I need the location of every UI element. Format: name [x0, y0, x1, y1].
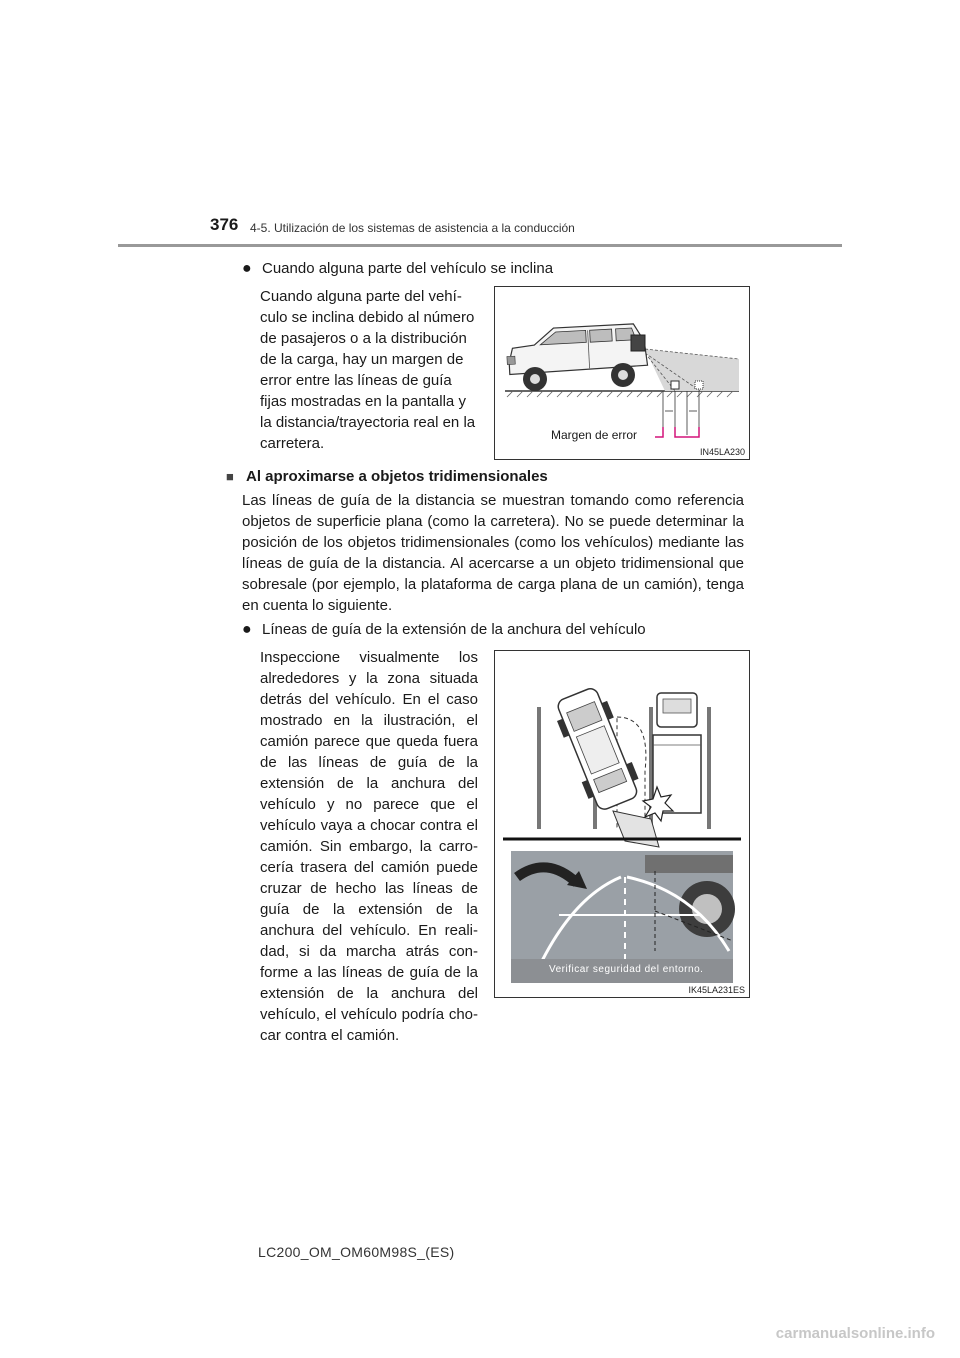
section2-line: líneas de guía de la distancia. Al acercarse a un objeto tridimensional que: [242, 555, 744, 572]
bullet-icon: ●: [242, 260, 252, 277]
bullet2-line: camión parece que queda fuera: [260, 733, 478, 750]
bullet1-heading: [242, 258, 553, 279]
section2-body: [242, 490, 744, 616]
bullet1-line: Cuando alguna parte del vehí-: [260, 288, 462, 305]
error-margin-label: Margen de error: [551, 428, 638, 442]
figure2-code: IK45LA231ES: [688, 985, 745, 995]
figure1-code: IN45LA230: [699, 447, 745, 457]
section2-line: Las líneas de guía de la distancia se muestran tomando como referencia: [242, 492, 744, 509]
section2-line: objetos de superficie plana (como la carretera). No se puede determinar la: [242, 513, 744, 530]
page-number: 376: [210, 215, 239, 234]
figure-truck-guidelines: [494, 650, 750, 998]
bullet2-line: alrededores y la zona situada: [260, 670, 478, 687]
bullet2-line: cruzar de hecho las líneas de: [260, 880, 478, 897]
section2-line: posición de los objetos tridimensionales (como los vehículos) mediante las: [242, 534, 744, 551]
bullet2-heading: [242, 619, 646, 640]
bullet2-line: cería trasera del camión puede: [260, 859, 478, 876]
section2-line: sobresale (por ejemplo, la plataforma de carga plana de un camión), tenga: [242, 576, 744, 593]
bullet1-line: error entre las líneas de guía: [260, 372, 452, 389]
bullet2-line: de las líneas de guía de la: [260, 754, 478, 771]
section-title: 4-5. Utilización de los sistemas de asistencia a la conducción: [250, 221, 575, 235]
square-bullet-icon: ■: [226, 469, 234, 484]
bullet2-line: vehículo y no parece que el: [260, 796, 478, 813]
bullet2-line: car contra el camión.: [260, 1027, 400, 1044]
bullet1-line: la distancia/trayectoria real en la: [260, 414, 476, 431]
section2-title: Al aproximarse a objetos tridimensionales: [246, 468, 548, 485]
watermark: carmanualsonline.info: [775, 1325, 935, 1342]
bullet2-line: dad, si da marcha atrás con-: [260, 943, 478, 960]
bullet2-line: Inspeccione visualmente los: [260, 649, 478, 666]
bullet2-line: detrás del vehículo. En el caso: [260, 691, 478, 708]
bullet2-line: anchura del vehículo. En reali-: [260, 922, 478, 939]
bullet2-line: extensión de la anchura del: [260, 985, 478, 1002]
bullet1-line: de la carga, hay un margen de: [260, 351, 464, 368]
bullet1-line: culo se inclina debido al número: [260, 309, 475, 326]
bullet1-line: de pasajeros o a la distribución: [260, 330, 467, 347]
model-code-footer: LC200_OM_OM60M98S_(ES): [258, 1244, 455, 1260]
section2-line: en cuenta lo siguiente.: [242, 597, 393, 614]
bullet2-line: mostrado en la ilustración, el: [260, 712, 478, 729]
bullet1-line: fijas mostradas en la pantalla y: [260, 393, 466, 410]
screen-message: Verificar seguridad del entorno.: [549, 964, 704, 975]
figure-vehicle-tilt: [494, 286, 750, 460]
bullet2-line: forme a las líneas de guía de la: [260, 964, 478, 981]
bullet1-line: carretera.: [260, 435, 325, 452]
bullet2-line: vehículo, el vehículo podría cho-: [260, 1006, 478, 1023]
header-rule: [118, 244, 842, 247]
bullet2-line: camión. Sin embargo, la carro-: [260, 838, 478, 855]
bullet-icon: ●: [242, 621, 252, 638]
bullet2-line: vehículo vaya a chocar contra el: [260, 817, 478, 834]
bullet2-title: Líneas de guía de la extensión de la anchura del vehículo: [262, 621, 646, 638]
bullet2-line: guía de la extensión de la: [260, 901, 478, 918]
bullet1-title: Cuando alguna parte del vehículo se inclina: [262, 260, 554, 277]
bullet2-line: extensión de la anchura del: [260, 775, 478, 792]
section2-heading: [226, 466, 548, 487]
truck-parking-illustration: [495, 651, 749, 997]
bullet1-body: [260, 286, 478, 454]
bullet2-body: [260, 647, 478, 1046]
